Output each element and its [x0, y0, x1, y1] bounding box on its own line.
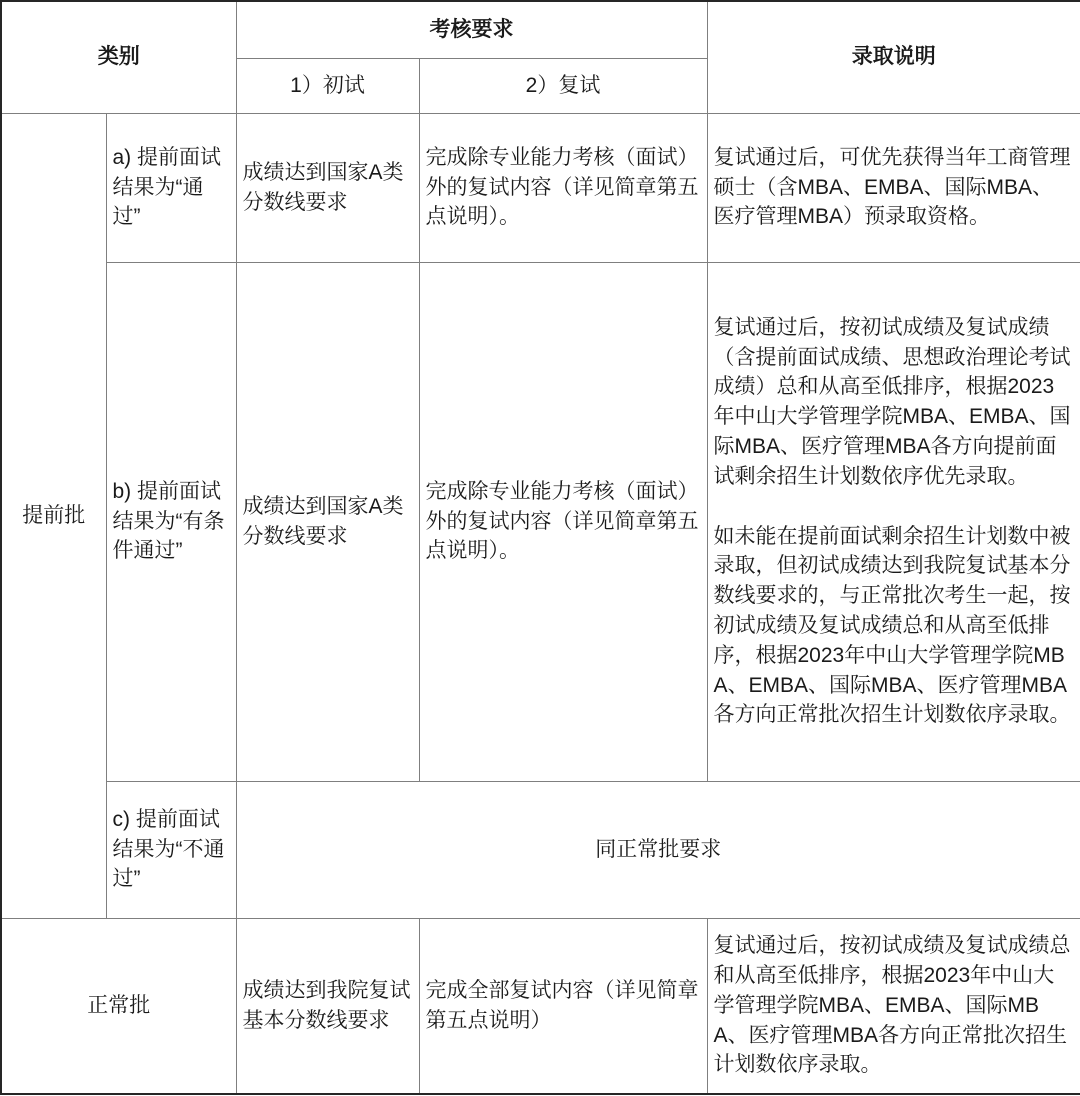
normal-batch-row [1, 918, 1080, 1094]
header-category: 类别 [1, 1, 236, 113]
header-row-1 [1, 1, 1080, 58]
early-b-admission-paragraph-2: 如未能在提前面试剩余招生计划数中被录取，但初试成绩达到我院复试基本分数线要求的，与正常批次考生一起，按初试成绩及复试成绩总和从高至低排序，根据2023年中山大学管理学院MBA、EMBA、国际MBA、医疗管理MBA各方向正常批次招生计划数依序录取。 [713, 524, 1071, 727]
header-second-exam: 2）复试 [419, 58, 707, 113]
early-b-first-exam: 成绩达到国家A类分数线要求 [236, 262, 419, 781]
early-b-condition: b) 提前面试结果为“有条件通过” [106, 262, 236, 781]
normal-second-exam: 完成全部复试内容（详见简章第五点说明） [419, 918, 707, 1094]
early-b-second-exam: 完成除专业能力考核（面试）外的复试内容（详见简章第五点说明）。 [419, 262, 707, 781]
early-batch-row-c [1, 781, 1080, 918]
early-c-same-as-normal-note: 同正常批要求 [236, 781, 1080, 918]
early-b-admission-note [707, 262, 1080, 781]
early-batch-row-b [1, 262, 1080, 781]
early-c-condition: c) 提前面试结果为“不通过” [106, 781, 236, 918]
normal-batch-label: 正常批 [1, 918, 236, 1094]
early-a-second-exam: 完成除专业能力考核（面试）外的复试内容（详见简章第五点说明）。 [419, 113, 707, 262]
early-a-condition: a) 提前面试结果为“通过” [106, 113, 236, 262]
header-first-exam: 1）初试 [236, 58, 419, 113]
header-assessment-requirements: 考核要求 [236, 1, 707, 58]
normal-admission-note: 复试通过后，按初试成绩及复试成绩总和从高至低排序，根据2023年中山大学管理学院MBA、EMBA、国际MBA、医疗管理MBA各方向正常批次招生计划数依序录取。 [707, 918, 1080, 1094]
early-batch-label: 提前批 [1, 113, 106, 918]
normal-first-exam: 成绩达到我院复试基本分数线要求 [236, 918, 419, 1094]
early-a-admission-note: 复试通过后，可优先获得当年工商管理硕士（含MBA、EMBA、国际MBA、医疗管理MBA）预录取资格。 [707, 113, 1080, 262]
early-a-first-exam: 成绩达到国家A类分数线要求 [236, 113, 419, 262]
early-batch-row-a [1, 113, 1080, 262]
header-admission-notes: 录取说明 [707, 1, 1080, 113]
early-b-admission-paragraph-1: 复试通过后，按初试成绩及复试成绩（含提前面试成绩、思想政治理论考试成绩）总和从高至低排序，根据2023年中山大学管理学院MBA、EMBA、国际MBA、医疗管理MBA各方向提前面试剩余招生计划数依序优先录取。 [713, 315, 1071, 488]
